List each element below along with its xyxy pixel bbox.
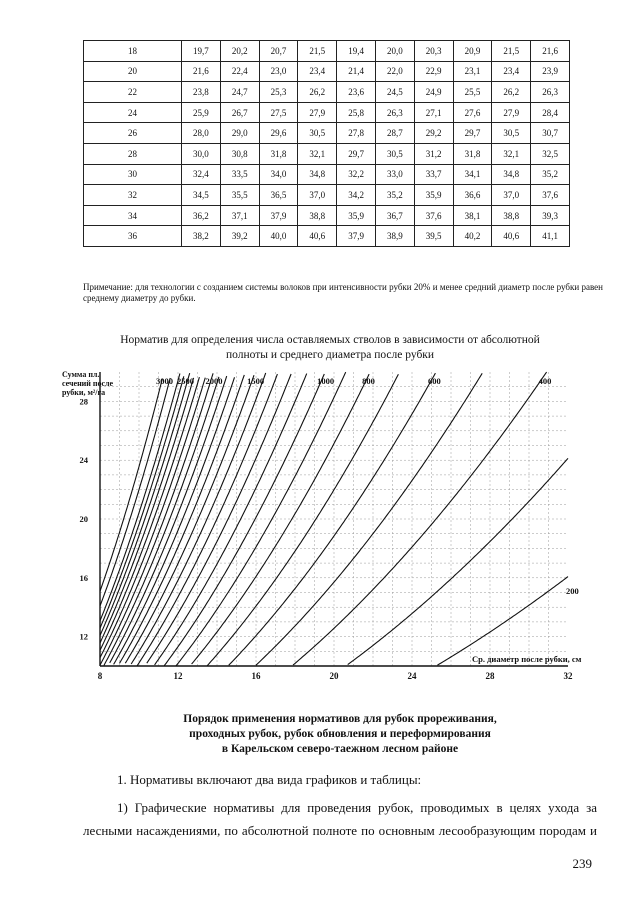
diameter-cell: 36 xyxy=(84,226,182,247)
value-cell: 29,0 xyxy=(220,123,259,144)
curve-label: 1500 xyxy=(247,376,265,386)
curve-label: 2500 xyxy=(177,376,195,386)
diameter-cell: 20 xyxy=(84,61,182,82)
value-cell: 19,4 xyxy=(337,41,376,62)
value-cell: 38,2 xyxy=(182,226,221,247)
section-title-line3: в Карельском северо-таежном лесном районе xyxy=(221,743,459,755)
value-cell: 25,5 xyxy=(453,82,492,103)
value-cell: 30,7 xyxy=(531,123,570,144)
value-cell: 32,4 xyxy=(182,164,221,185)
value-cell: 30,0 xyxy=(182,143,221,164)
value-cell: 23,0 xyxy=(259,61,298,82)
value-cell: 33,7 xyxy=(414,164,453,185)
value-cell: 33,0 xyxy=(375,164,414,185)
value-cell: 32,2 xyxy=(337,164,376,185)
value-cell: 20,2 xyxy=(220,41,259,62)
value-cell: 36,7 xyxy=(375,205,414,226)
y-axis-label: сечений после xyxy=(62,379,114,388)
value-cell: 32,1 xyxy=(298,143,337,164)
value-cell: 37,1 xyxy=(220,205,259,226)
value-cell: 29,2 xyxy=(414,123,453,144)
value-cell: 30,5 xyxy=(375,143,414,164)
value-cell: 32,5 xyxy=(531,143,570,164)
diameter-cell: 18 xyxy=(84,41,182,62)
y-tick-label: 28 xyxy=(79,396,88,407)
value-cell: 20,9 xyxy=(453,41,492,62)
value-cell: 26,2 xyxy=(492,82,531,103)
value-cell: 26,3 xyxy=(531,82,570,103)
y-tick-label: 24 xyxy=(79,455,88,466)
value-cell: 23,9 xyxy=(531,61,570,82)
value-cell: 34,2 xyxy=(337,185,376,206)
value-cell: 34,1 xyxy=(453,164,492,185)
value-cell: 37,9 xyxy=(337,226,376,247)
chart-title-line2: полноты и среднего диаметра после рубки xyxy=(225,349,435,361)
curve-300 xyxy=(348,458,568,664)
value-cell: 35,2 xyxy=(375,185,414,206)
x-tick-label: 16 xyxy=(251,671,261,681)
value-cell: 36,6 xyxy=(453,185,492,206)
value-cell: 36,2 xyxy=(182,205,221,226)
value-cell: 40,6 xyxy=(492,226,531,247)
value-cell: 38,1 xyxy=(453,205,492,226)
curve-label: 3000 xyxy=(156,376,174,386)
section-title-line2: проходных рубок, рубок обновления и переформирования xyxy=(189,728,491,740)
curve-label: 2000 xyxy=(205,376,223,386)
value-cell: 30,5 xyxy=(492,123,531,144)
value-cell: 40,2 xyxy=(453,226,492,247)
value-cell: 39,5 xyxy=(414,226,453,247)
value-cell: 28,0 xyxy=(182,123,221,144)
value-cell: 31,8 xyxy=(259,143,298,164)
value-cell: 35,2 xyxy=(531,164,570,185)
value-cell: 40,6 xyxy=(298,226,337,247)
value-cell: 37,0 xyxy=(492,185,531,206)
diameter-cell: 24 xyxy=(84,102,182,123)
value-cell: 34,8 xyxy=(298,164,337,185)
value-cell: 21,6 xyxy=(182,61,221,82)
x-tick-label: 20 xyxy=(329,671,339,681)
value-cell: 26,7 xyxy=(220,102,259,123)
value-cell: 29,6 xyxy=(259,123,298,144)
diameter-cell: 26 xyxy=(84,123,182,144)
value-cell: 20,7 xyxy=(259,41,298,62)
y-tick-label: 12 xyxy=(79,631,88,642)
value-cell: 37,6 xyxy=(531,185,570,206)
value-cell: 37,9 xyxy=(259,205,298,226)
value-cell: 38,8 xyxy=(298,205,337,226)
value-cell: 28,7 xyxy=(375,123,414,144)
value-cell: 22,9 xyxy=(414,61,453,82)
value-cell: 31,8 xyxy=(453,143,492,164)
value-cell: 29,7 xyxy=(453,123,492,144)
diameter-cell: 22 xyxy=(84,82,182,103)
value-cell: 27,9 xyxy=(298,102,337,123)
value-cell: 21,5 xyxy=(492,41,531,62)
value-cell: 38,8 xyxy=(492,205,531,226)
value-cell: 22,0 xyxy=(375,61,414,82)
value-cell: 39,3 xyxy=(531,205,570,226)
value-cell: 34,0 xyxy=(259,164,298,185)
value-cell: 34,8 xyxy=(492,164,531,185)
x-tick-label: 32 xyxy=(563,671,573,681)
value-cell: 32,1 xyxy=(492,143,531,164)
value-cell: 24,9 xyxy=(414,82,453,103)
y-tick-label: 20 xyxy=(79,514,88,524)
value-cell: 20,3 xyxy=(414,41,453,62)
value-cell: 35,5 xyxy=(220,185,259,206)
curve-label: 600 xyxy=(428,376,441,386)
value-cell: 34,5 xyxy=(182,185,221,206)
value-cell: 27,8 xyxy=(337,123,376,144)
diameter-cell: 34 xyxy=(84,205,182,226)
value-cell: 30,8 xyxy=(220,143,259,164)
y-axis-label: Сумма пл. xyxy=(62,370,100,379)
value-cell: 38,9 xyxy=(375,226,414,247)
value-cell: 29,7 xyxy=(337,143,376,164)
curve-label: 200 xyxy=(566,586,579,597)
diameter-cell: 28 xyxy=(84,143,182,164)
value-cell: 40,0 xyxy=(259,226,298,247)
chart-title-line1: Норматив для определения числа оставляемых стволов в зависимости от абсолютной xyxy=(120,334,540,346)
section-title xyxy=(80,712,600,757)
y-tick-label: 16 xyxy=(79,572,88,583)
curve-3000 xyxy=(100,379,162,592)
y-axis-label: рубки, м²/га xyxy=(62,388,106,397)
value-cell: 23,6 xyxy=(337,82,376,103)
value-cell: 23,4 xyxy=(492,61,531,82)
section-title-line1: Порядок применения нормативов для рубок прореживания, xyxy=(183,713,497,725)
value-cell: 41,1 xyxy=(531,226,570,247)
diameter-cell: 32 xyxy=(84,185,182,206)
value-cell: 24,7 xyxy=(220,82,259,103)
value-cell: 21,4 xyxy=(337,61,376,82)
value-cell: 35,9 xyxy=(414,185,453,206)
value-cell: 23,4 xyxy=(298,61,337,82)
value-cell: 33,5 xyxy=(220,164,259,185)
value-cell: 25,9 xyxy=(182,102,221,123)
diameter-cell: 30 xyxy=(84,164,182,185)
value-cell: 20,0 xyxy=(375,41,414,62)
value-cell: 37,0 xyxy=(298,185,337,206)
value-cell: 31,2 xyxy=(414,143,453,164)
value-cell: 37,6 xyxy=(414,205,453,226)
value-cell: 39,2 xyxy=(220,226,259,247)
paragraph-2-line1: 1) Графические нормативы для проведения рубок, проводимых в целях ухода за xyxy=(117,800,597,815)
value-cell: 19,7 xyxy=(182,41,221,62)
value-cell: 23,8 xyxy=(182,82,221,103)
x-tick-label: 28 xyxy=(485,671,495,681)
value-cell: 24,5 xyxy=(375,82,414,103)
value-cell: 22,4 xyxy=(220,61,259,82)
table-note: Примечание: для технологии с созданием системы волоков при интенсивности рубки 20% и менее средний диаметр после рубки равен среднему диаметру до рубки. xyxy=(83,282,603,303)
paragraph-1: 1. Нормативы включают два вида графиков и таблицы: xyxy=(117,772,422,787)
x-axis-label: Ср. диаметр после рубки, см xyxy=(472,654,582,664)
value-cell: 27,9 xyxy=(492,102,531,123)
value-cell: 26,2 xyxy=(298,82,337,103)
value-cell: 23,1 xyxy=(453,61,492,82)
curve-label: 800 xyxy=(362,376,375,386)
value-cell: 26,3 xyxy=(375,102,414,123)
value-cell: 21,6 xyxy=(531,41,570,62)
value-cell: 36,5 xyxy=(259,185,298,206)
x-tick-label: 12 xyxy=(173,671,183,681)
x-tick-label: 24 xyxy=(407,671,417,681)
value-cell: 21,5 xyxy=(298,41,337,62)
value-cell: 27,6 xyxy=(453,102,492,123)
value-cell: 27,5 xyxy=(259,102,298,123)
curve-label: 400 xyxy=(538,376,552,386)
value-cell: 25,8 xyxy=(337,102,376,123)
page-number: 239 xyxy=(572,856,592,871)
value-cell: 28,4 xyxy=(531,102,570,123)
value-cell: 27,1 xyxy=(414,102,453,123)
x-tick-label: 8 xyxy=(97,671,103,681)
value-cell: 35,9 xyxy=(337,205,376,226)
curve-label: 1000 xyxy=(317,376,335,386)
value-cell: 25,3 xyxy=(259,82,298,103)
paragraph-2-line2: лесными насаждениями, по абсолютной полноте по основным лесообразующим породам и xyxy=(83,823,597,838)
value-cell: 30,5 xyxy=(298,123,337,144)
